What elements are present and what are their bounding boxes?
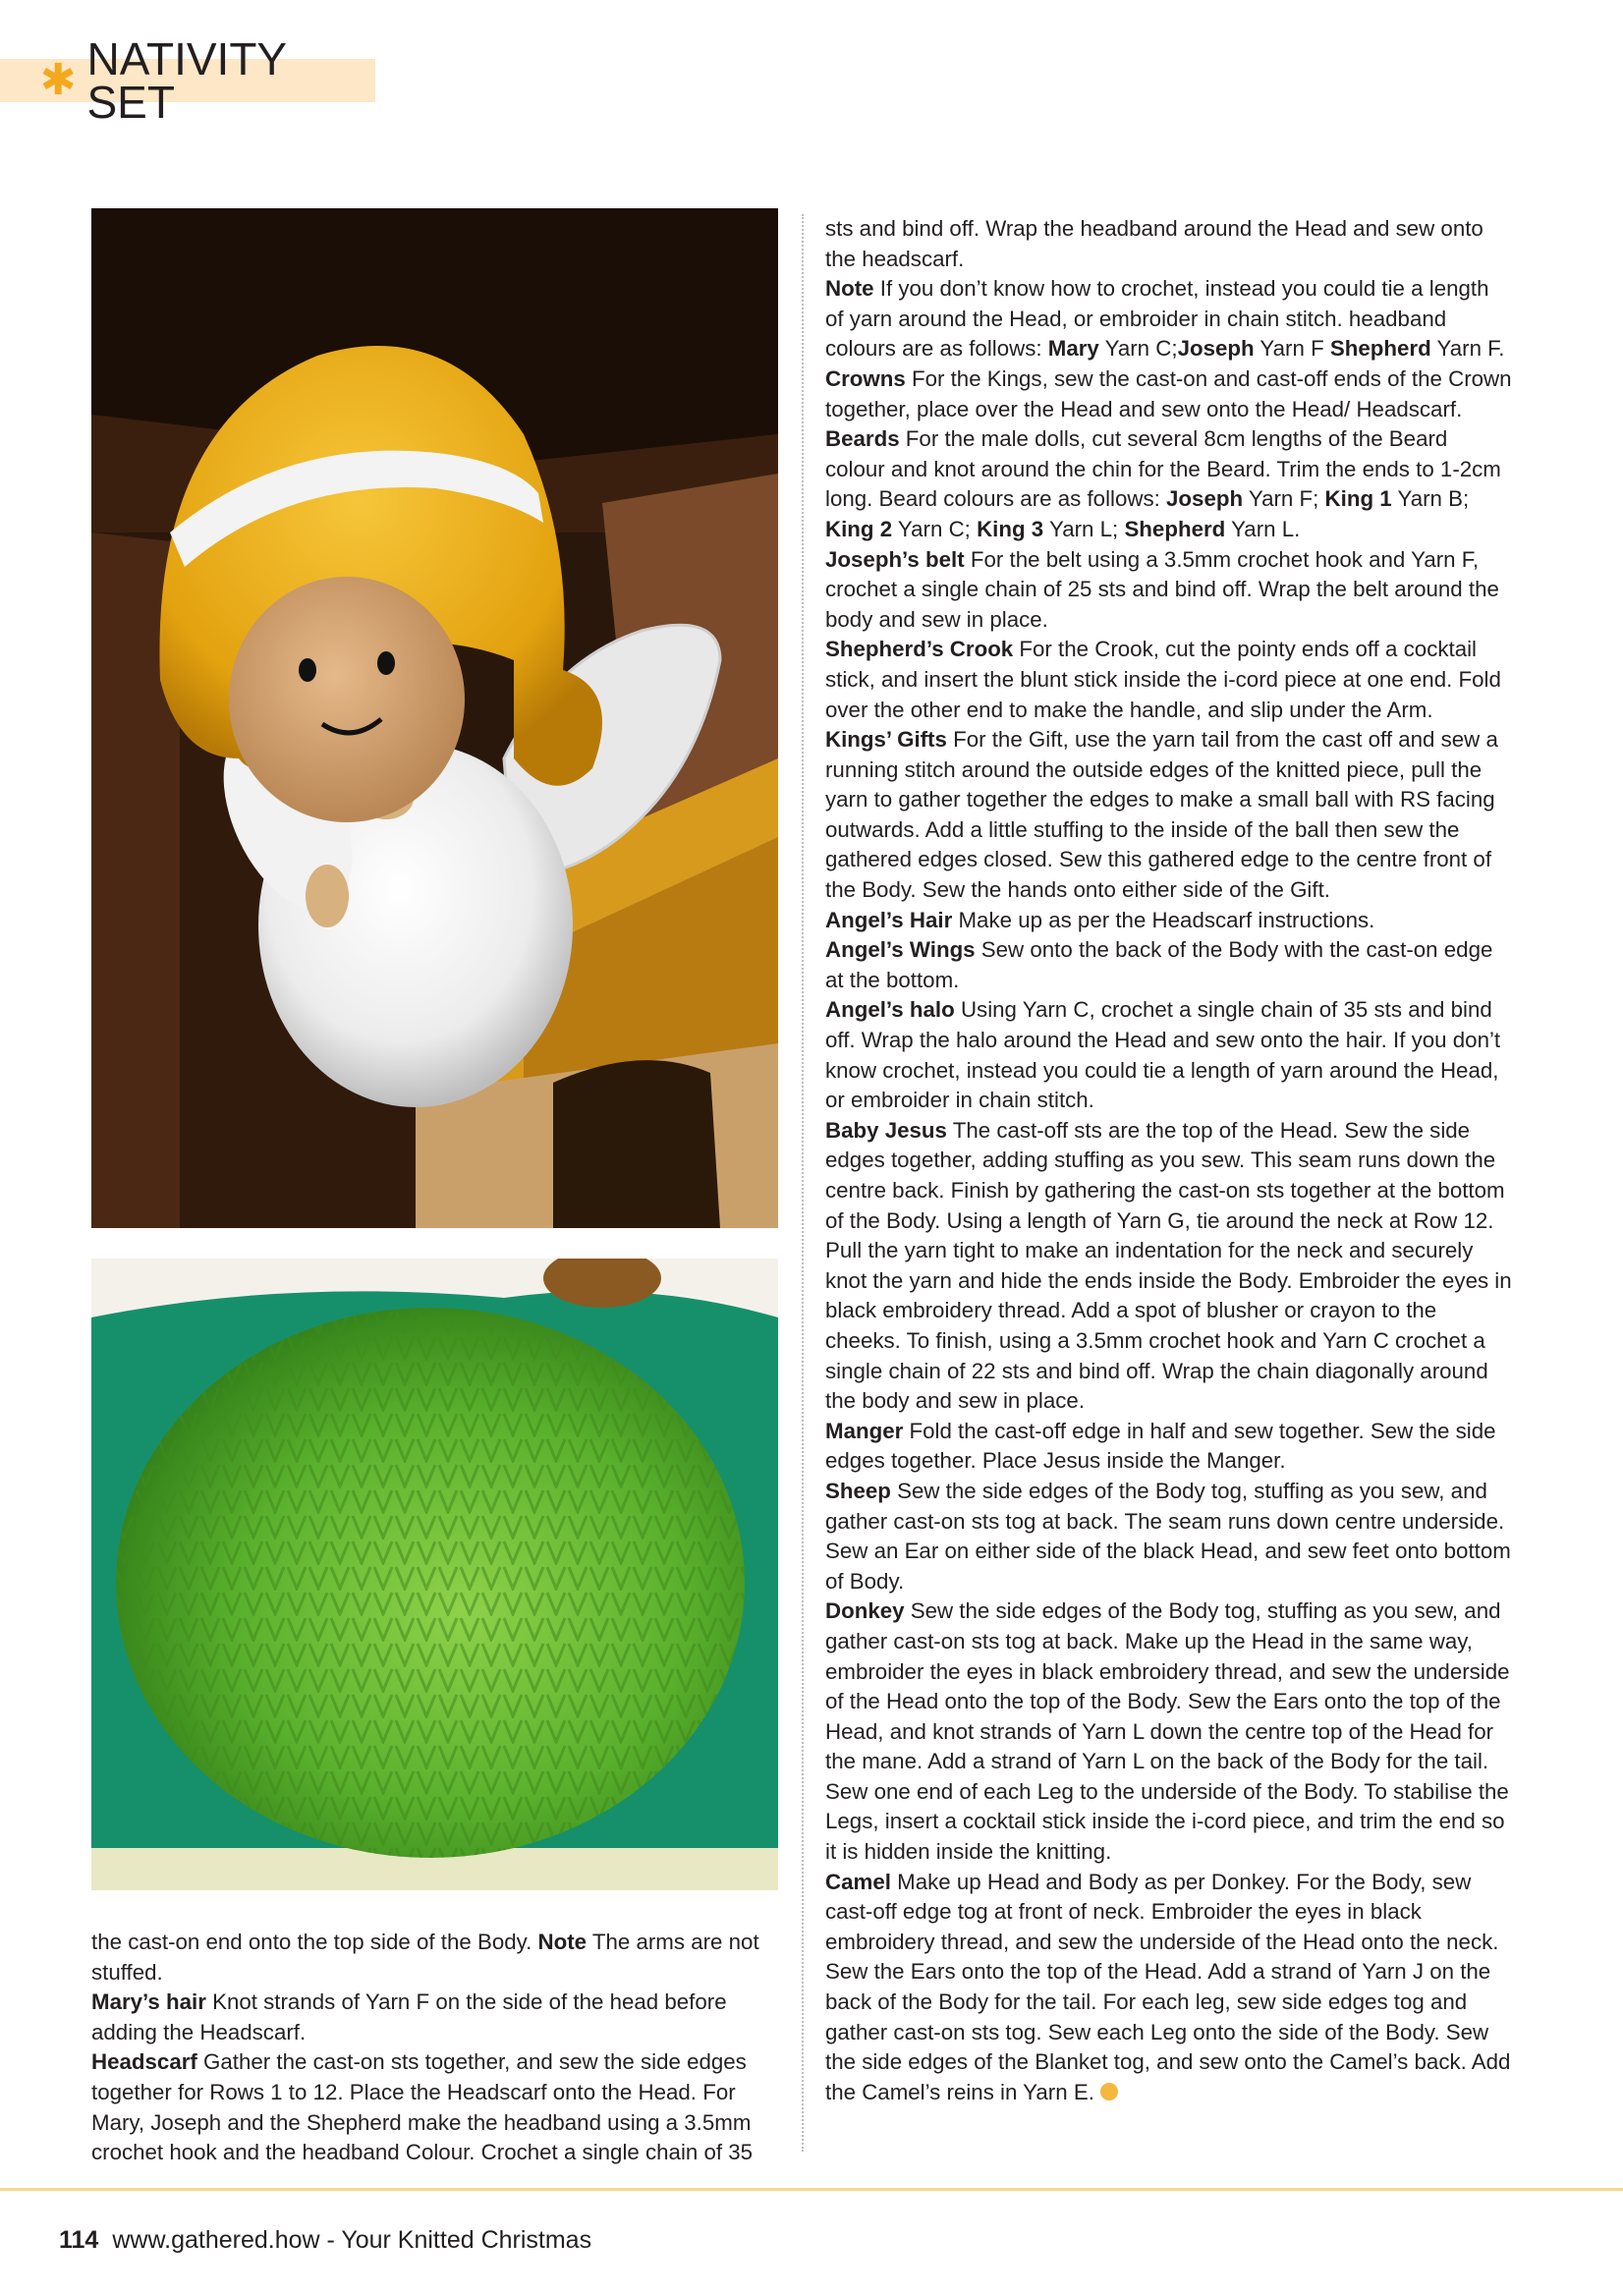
paragraph-beards: Beards For the male dolls, cut several 8cm lengths of the Beard colour and knot around the chin for the Beard. Trim the ends to 1-2cm long. Beard colours are as follows: Joseph Yarn F; King 1 Yarn B; King 2 Yarn C; King 3 Yarn L; Shepherd Yarn L. bbox=[825, 426, 1501, 541]
paragraph-angels-halo: Angel’s halo Using Yarn C, crochet a single chain of 35 sts and bind off. Wrap the halo around the Head and sew onto the hair. If you don’t know crochet, instead you could tie a length of yarn around the Head, or embroider in chain stitch. bbox=[825, 997, 1501, 1113]
paragraph-note: Note If you don’t know how to crochet, instead you could tie a length of yarn around the Head, or embroider in chain stitch. headband colours are as follows: Mary Yarn C;Joseph Yarn F Shepherd Yarn F. bbox=[825, 276, 1505, 362]
angel-doll-illustration bbox=[91, 208, 778, 1228]
angel-doll-photo bbox=[91, 208, 778, 1228]
flower-icon: ✱ bbox=[39, 56, 77, 104]
green-knitted-body-photo bbox=[91, 1259, 778, 1890]
paragraph-headscarf: Headscarf Gather the cast-on sts together, and sew the side edges together for Rows 1 to 12. Place the Headscarf onto the Head. For Mary, Joseph and the Shepherd make the headband using a 3.5mm crochet hook and the headband Colour. Crochet a single chain of 35 bbox=[91, 2049, 754, 2165]
right-text-column bbox=[825, 214, 1513, 2107]
section-header bbox=[0, 33, 375, 128]
paragraph-crowns: Crowns For the Kings, sew the cast-on and cast-off ends of the Crown together, place over the Head and sew onto the Head/ Headscarf. bbox=[825, 365, 1512, 421]
paragraph-sheep: Sheep Sew the side edges of the Body tog, stuffing as you sew, and gather cast-on sts tog at back. The seam runs down centre underside. Sew an Ear on either side of the black Head, and sew feet onto bottom of Body. bbox=[825, 1478, 1511, 1594]
paragraph-kings-gifts: Kings’ Gifts For the Gift, use the yarn tail from the cast off and sew a running stitch around the outside edges of the knitted piece, pull the yarn to gather together the edges to make a small ball with RS facing outwards. Add a little stuffing to the inside of the ball then sew the gathered edges closed. Sew this gathered edge to the centre front of the Body. Sew the hands onto either side of the Gift. bbox=[825, 727, 1498, 903]
section-title: NATIVITY SET bbox=[86, 33, 287, 128]
footer-site: www.gathered.how - Your Knitted Christmas bbox=[112, 2226, 592, 2254]
paragraph-baby-jesus: Baby Jesus The cast-off sts are the top of the Head. Sew the side edges together, adding stuffing as you sew. This seam runs down the centre back. Finish by gathering the cast-on sts together at the bottom of the Body. Using a length of Yarn G, tie around the neck at Row 12. Pull the yarn tight to make an indentation for the neck and securely knot the yarn and hide the ends inside the Body. Embroider the eyes in black embroidery thread. Add a spot of blusher or crayon to the cheeks. To finish, using a 3.5mm crochet hook and Yarn C crochet a single chain of 22 sts and bind off. Wrap the chain diagonally around the body and sew in place. bbox=[825, 1117, 1512, 1414]
page-number: 114 bbox=[59, 2226, 99, 2254]
paragraph-shepherds-crook: Shepherd’s Crook For the Crook, cut the pointy ends off a cocktail stick, and insert the blunt stick inside the i-cord piece at one end. Fold over the other end to make the handle, and slip under the Arm. bbox=[825, 637, 1501, 722]
paragraph-josephs-belt: Joseph’s belt For the belt using a 3.5mm crochet hook and Yarn F, crochet a single chain of 25 sts and bind off. Wrap the belt around the body and sew in place. bbox=[825, 546, 1499, 632]
end-mark-icon bbox=[1100, 2083, 1118, 2100]
paragraph-donkey: Donkey Sew the side edges of the Body tog, stuffing as you sew, and gather cast-on sts tog at back. Make up the Head in the same way, embroider the eyes in black embroidery thread, and sew the underside of the Head onto the top of the Body. Sew the Ears onto the top of the Head, and knot strands of Yarn L down the centre top of the Head for the mane. Add a strand of Yarn L on the back of the Body for the tail. Sew one end of each Leg to the underside of the Body. To stabilise the Legs, insert a cocktail stick inside the i-cord piece, and trim the end so it is hidden inside the knitting. bbox=[825, 1598, 1510, 1865]
paragraph-headband-cont: sts and bind off. Wrap the headband around the Head and sew onto the headscarf. bbox=[825, 216, 1483, 271]
paragraph-angels-wings: Angel’s Wings Sew onto the back of the Body with the cast-on edge at the bottom. bbox=[825, 937, 1493, 992]
paragraph-marys-hair: Mary’s hair Knot strands of Yarn F on the side of the head before adding the Headscarf. bbox=[91, 1989, 727, 2044]
page-footer bbox=[59, 2226, 591, 2255]
left-text-column bbox=[91, 1928, 779, 2168]
paragraph-camel: Camel Make up Head and Body as per Donkey. For the Body, sew cast-off edge tog at front of neck. Embroider the eyes in black embroidery thread, and sew the underside of the Head onto the neck. Sew the Ears onto the top of the Head. Add a strand of Yarn J on the back of the Body for the tail. For each leg, sew side edges tog and gather cast-on sts tog. Sew each Leg onto the side of the Body. Sew the side edges of the Blanket tog, and sew onto the Camel’s back. Add the Camel’s reins in Yarn E. bbox=[825, 1869, 1511, 2104]
paragraph-angels-hair: Angel’s Hair Make up as per the Headscarf instructions. bbox=[825, 907, 1375, 932]
paragraph-manger: Manger Fold the cast-off edge in half and sew together. Sew the side edges together. Place Jesus inside the Manger. bbox=[825, 1418, 1496, 1474]
green-knitted-illustration bbox=[91, 1259, 778, 1890]
column-divider bbox=[802, 214, 804, 2152]
footer-rule bbox=[0, 2188, 1623, 2191]
paragraph-arms: the cast-on end onto the top side of the Body. Note The arms are not stuffed. bbox=[91, 1930, 759, 1985]
